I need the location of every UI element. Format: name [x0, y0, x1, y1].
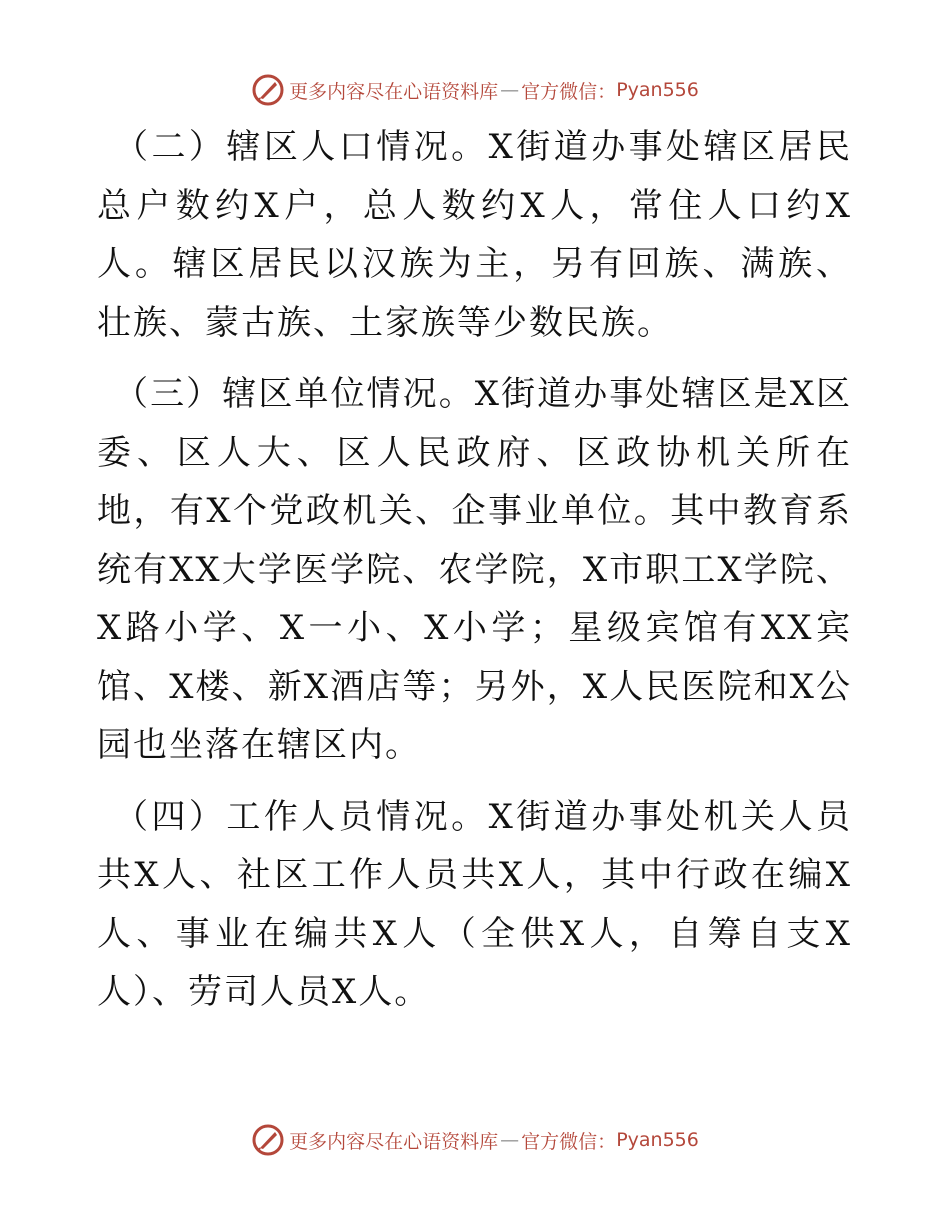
- watermark-suffix: 官方微信：: [521, 80, 617, 103]
- quill-logo-icon: [251, 1123, 285, 1157]
- watermark-separator: —: [500, 1129, 520, 1151]
- paragraph-units: （三）辖区单位情况。X街道办事处辖区是X区委、区人大、区人民政府、区政协机关所在地，有X个党政机关、企事业单位。其中教育系统有XX大学医学院、农学院，X市职工X学院、X路小学、X一小、X小学；星级宾馆有XX宾馆、X楼、新X酒店等；另外，X人民医院和X公园也坐落在辖区内。: [97, 374, 852, 765]
- header-watermark: [0, 70, 950, 110]
- paragraph-population: （二）辖区人口情况。X街道办事处辖区居民总户数约X户，总人数约X人，常住人口约X人。辖区居民以汉族为主，另有回族、满族、壮族、蒙古族、土家族等少数民族。: [97, 127, 852, 343]
- watermark-wechat-id: Pyan556: [616, 1129, 699, 1151]
- watermark-wechat-id: Pyan556: [616, 79, 699, 101]
- watermark-text: 更多内容尽在心语资料库: [289, 1130, 499, 1153]
- paragraph-staff: （四）工作人员情况。X街道办事处机关人员共X人、社区工作人员共X人，其中行政在编X人、事业在编共X人（全供X人，自筹自支X人）、劳司人员X人。: [97, 796, 852, 1012]
- watermark-separator: —: [500, 79, 520, 101]
- document-body: [97, 118, 852, 1035]
- watermark-text: 更多内容尽在心语资料库: [289, 80, 499, 103]
- footer-watermark: [0, 1120, 950, 1160]
- quill-logo-icon: [251, 73, 285, 107]
- watermark-suffix: 官方微信：: [521, 1130, 617, 1153]
